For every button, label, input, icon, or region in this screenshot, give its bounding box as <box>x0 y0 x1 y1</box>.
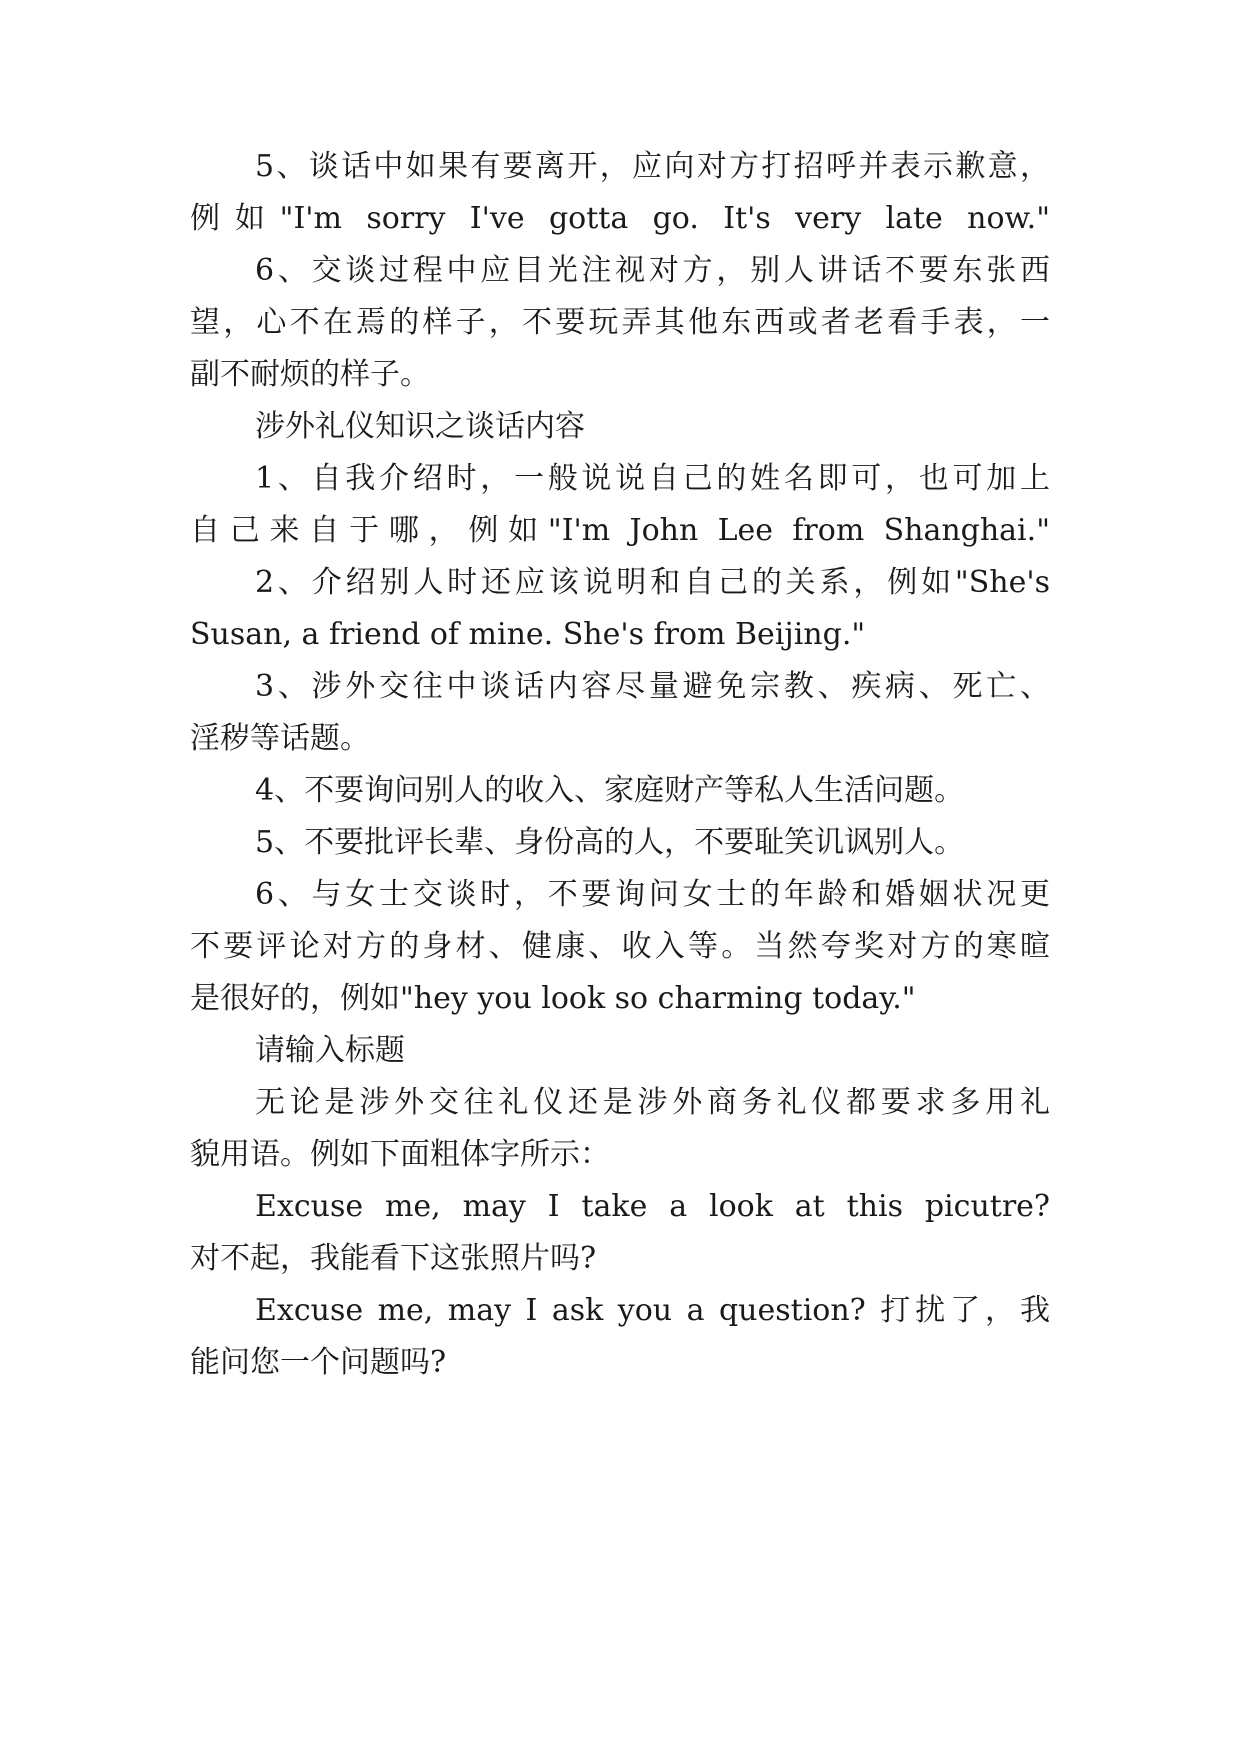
text-line: Excuse me, may I ask you a question? 打扰了，我 <box>255 1293 1050 1328</box>
text-line: Susan, a friend of mine. She's from Beijing." <box>190 617 866 652</box>
text-line: 能问您一个问题吗? <box>190 1345 447 1380</box>
text-line: 5、不要批评长辈、身份高的人，不要耻笑讥讽别人。 <box>255 825 965 860</box>
text-line: Excuse me, may I take a look at this picutre? <box>255 1189 1050 1224</box>
text-line: 1、自我介绍时，一般说说自己的姓名即可，也可加上 <box>255 461 1050 496</box>
text-line: 3、涉外交往中谈话内容尽量避免宗教、疾病、死亡、 <box>255 669 1050 704</box>
text-line: 淫秽等话题。 <box>190 721 370 756</box>
text-line: 6、交谈过程中应目光注视对方，别人讲话不要东张西 <box>255 253 1050 288</box>
text-line: 对不起，我能看下这张照片吗? <box>190 1241 597 1276</box>
text-line: 2、介绍别人时还应该说明和自己的关系，例如"She's <box>255 565 1050 600</box>
text-line: 例如"I'm sorry I've gotta go. It's very late now." <box>190 201 1050 236</box>
text-line: 貌用语。例如下面粗体字所示： <box>190 1137 610 1172</box>
text-line: 副不耐烦的样子。 <box>190 357 430 392</box>
text-line: 5、谈话中如果有要离开，应向对方打招呼并表示歉意， <box>255 149 1050 184</box>
text-line: 6、与女士交谈时，不要询问女士的年龄和婚姻状况更 <box>255 877 1050 912</box>
text-line: 望，心不在焉的样子，不要玩弄其他东西或者老看手表，一 <box>190 305 1050 340</box>
text-line: 自己来自于哪，例如"I'm John Lee from Shanghai." <box>190 513 1050 548</box>
text-line: 是很好的，例如"hey you look so charming today." <box>190 981 916 1016</box>
section-heading: 请输入标题 <box>255 1033 405 1068</box>
text-line: 无论是涉外交往礼仪还是涉外商务礼仪都要求多用礼 <box>255 1085 1050 1120</box>
text-line: 不要评论对方的身材、健康、收入等。当然夸奖对方的寒暄 <box>190 929 1050 964</box>
text-line: 4、不要询问别人的收入、家庭财产等私人生活问题。 <box>255 773 965 808</box>
section-heading: 涉外礼仪知识之谈话内容 <box>255 409 585 444</box>
